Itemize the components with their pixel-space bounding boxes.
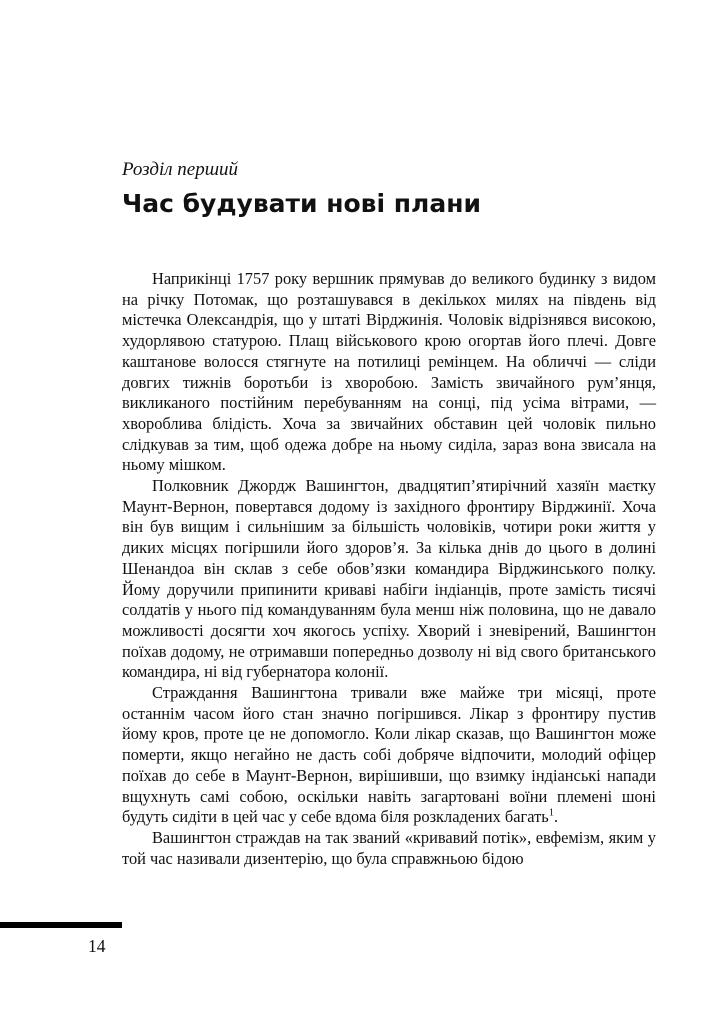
paragraph-3-text: Страждання Вашингтона тривали вже майже три місяці, проте останнім часом його стан значно погіршився. Лікар з фронтиру пустив йому кров, проте це не допомогло. Коли лікар сказав, що Вашингтон може померти, якщо негайно не дасть собі добряче відпочити, молодий офіцер поїхав до себе в Маунт-Вернон, вирішивши, що взимку індіанські напади вщухнуть самі собою, оскільки навіть загартовані воїни племені шоні будуть сидіти в цей час у себе вдома біля розкладених багать bbox=[122, 683, 656, 827]
footnote-marker: 1 bbox=[548, 807, 555, 819]
page-number: 14 bbox=[88, 936, 106, 956]
chapter-title: Час будувати нові плани bbox=[122, 189, 482, 218]
chapter-label: Розділ перший bbox=[122, 159, 239, 180]
body-text bbox=[122, 269, 656, 869]
paragraph-2: Полковник Джордж Вашингтон, двадцятип’ятирічний хазяїн маєтку Маунт-Вернон, повертався додому із західного фронтиру Вірджинії. Хоча він був вищим і сильнішим за більшість чоловіків, чотири роки життя у диких місцях погіршили його здоров’я. За кілька днів до цього в долині Шенандоа він склав з себе обов’язки командира Вірджинського полку. Йому доручили припинити криваві набіги індіанців, проте замість тисячі солдатів у нього під командуванням була менш ніж половина, що не давало можливості досягти хоч якогось успіху. Хворий і зневірений, Вашингтон поїхав додому, не отримавши попередньо дозволу ні від свого британського командира, ні від губернатора колонії. bbox=[122, 476, 656, 682]
paragraph-3-tail: . bbox=[554, 807, 559, 827]
page-content bbox=[122, 158, 656, 869]
paragraph-1: Наприкінці 1757 року вершник прямував до великого будинку з видом на річку Потомак, що розташувався в декількох милях на південь від містечка Олександрія, що у штаті Вірджинія. Чоловік відрізнявся високою, худорлявою статурою. Плащ військового крою огортав його плечі. Довге каштанове волосся стягнуте на потилиці ремінцем. На обличчі — сліди довгих тижнів боротьби із хворобою. Замість звичайного рум’янця, викликаного постійним перебуванням на сонці, під усіма вітрами, — хвороблива блідість. Хоча за звичайних обставин цей чоловік пильно слідкував за тим, щоб одежа добре на ньому сиділа, зараз вона звисала на ньому мішком. bbox=[122, 269, 656, 475]
paragraph-4: Вашингтон страждав на так званий «кривавий потік», евфемізм, яким у той час називали дизентерію, що була справжньою бідою bbox=[122, 827, 656, 868]
footer-rule bbox=[0, 922, 122, 928]
paragraph-3 bbox=[122, 683, 656, 828]
